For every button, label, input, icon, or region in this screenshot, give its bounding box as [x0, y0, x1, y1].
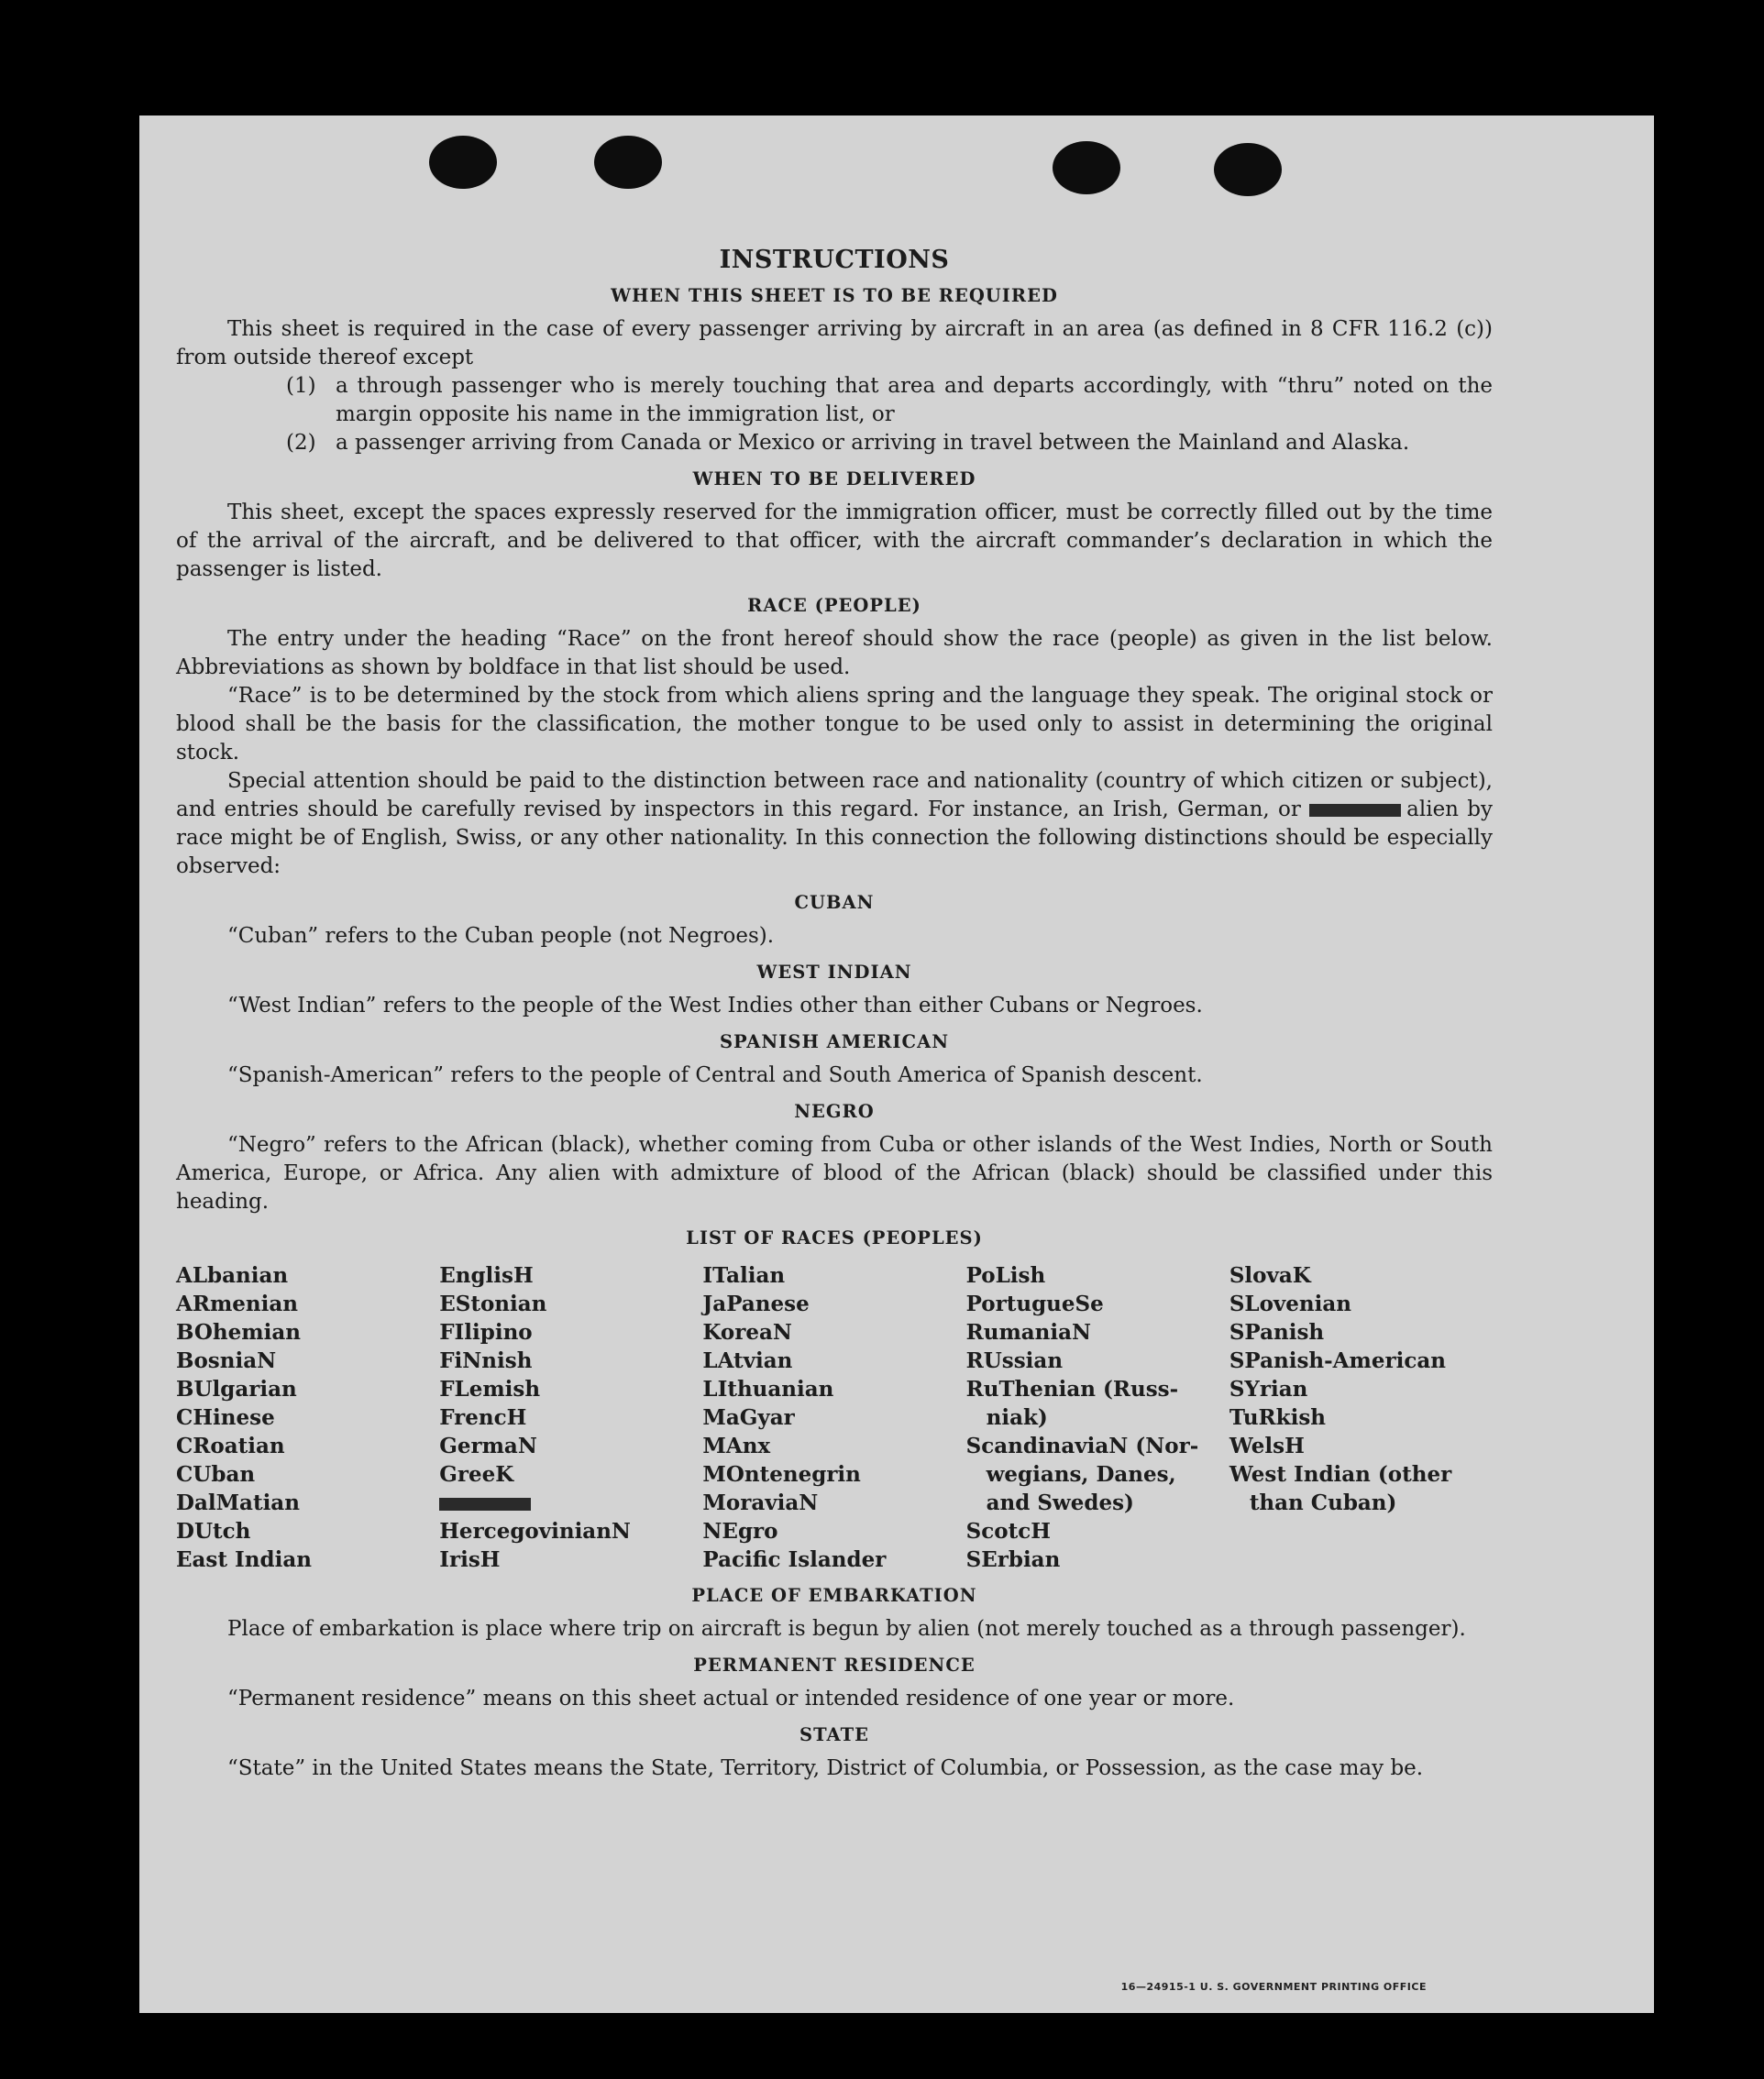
race-entry: SYrian [1229, 1377, 1308, 1402]
race-entry: JaPanese [702, 1292, 810, 1316]
race-entry: GreeK [439, 1462, 514, 1487]
races-column [1229, 1261, 1493, 1574]
section-heading-west-indian: WEST INDIAN [756, 962, 912, 983]
state-text: “State” in the United States means the State, Territory, District of Columbia, or Possession, as the case may be. [227, 1756, 1424, 1780]
race-entry: ScandinaviaN (Nor- [965, 1434, 1199, 1458]
race-entry: ScotcH [965, 1519, 1051, 1544]
race-paragraph-3-part-a: Special attention should be paid to the distinction between race and nationality (country of which citizen or subject), and entries should be carefully revised by inspectors in this regard. For instance, an Irish, German, or [176, 769, 1493, 821]
races-column [176, 1261, 439, 1574]
race-entry: PoLish [965, 1263, 1046, 1288]
race-entry: Pacific Islander [702, 1547, 887, 1572]
race-entry: IrisH [439, 1547, 501, 1572]
race-entry: EnglisH [439, 1263, 534, 1288]
race-entry: FIlipino [439, 1320, 533, 1345]
list-item [176, 372, 1493, 429]
race-entry: TuRkish [1229, 1405, 1326, 1430]
race-entry-continuation: than Cuban) [1249, 1490, 1397, 1515]
section-heading-cuban: CUBAN [794, 892, 875, 913]
race-entry: RuThenian (Russ- [965, 1377, 1179, 1402]
race-entry: MoraviaN [702, 1490, 819, 1515]
section-heading-when-required: WHEN THIS SHEET IS TO BE REQUIRED [611, 285, 1058, 306]
race-entry: RumaniaN [965, 1320, 1092, 1345]
race-entry: EStonian [439, 1292, 547, 1316]
race-paragraph-3-part-b: alien by race might be of English, Swiss, or any other nationality. In this connection the following distinctions should be especially observed: [176, 798, 1493, 878]
list-item [176, 429, 1493, 457]
item-number: (1) [286, 374, 316, 398]
race-entry: ALbanian [176, 1263, 289, 1288]
section-heading-state: STATE [799, 1724, 869, 1745]
race-entry: WelsH [1229, 1434, 1305, 1458]
punch-hole [594, 136, 662, 189]
race-entry: KoreaN [702, 1320, 792, 1345]
punch-hole [1053, 141, 1120, 194]
race-entry: DalMatian [176, 1490, 300, 1515]
section-heading-embarkation: PLACE OF EMBARKATION [691, 1585, 977, 1606]
instructions-document [176, 246, 1493, 1783]
when-required-intro: This sheet is required in the case of every passenger arriving by aircraft in an area (as defined in 8 CFR 116.2 (c)) from outside thereof except [176, 317, 1493, 369]
item-number: (2) [286, 431, 316, 455]
race-entry: MaGyar [702, 1405, 795, 1430]
redaction-mark [439, 1498, 531, 1511]
race-entry: SlovaK [1229, 1263, 1311, 1288]
item-text: a through passenger who is merely touching that area and departs accordingly, with “thru” noted on the margin opposite his name in the immigration list, or [336, 374, 1493, 426]
race-entry: MOntenegrin [702, 1462, 861, 1487]
cuban-text: “Cuban” refers to the Cuban people (not Negroes). [227, 924, 775, 948]
negro-text: “Negro” refers to the African (black), whether coming from Cuba or other islands of the West Indies, North or South America, Europe, or Africa. Any alien with admixture of blood of the African (black) should be classified under this heading. [176, 1133, 1493, 1214]
race-entry-continuation: and Swedes) [986, 1490, 1134, 1515]
race-entry: BosniaN [176, 1348, 277, 1373]
redaction-mark [1309, 804, 1401, 817]
west-indian-text: “West Indian” refers to the people of the West Indies other than either Cubans or Negroes. [227, 994, 1203, 1018]
race-entry: CHinese [176, 1405, 275, 1430]
races-list [176, 1261, 1493, 1574]
races-column [966, 1261, 1229, 1574]
race-entry: FrencH [439, 1405, 527, 1430]
page-title: INSTRUCTIONS [719, 246, 950, 274]
race-entry-continuation: niak) [986, 1405, 1048, 1430]
when-delivered-text: This sheet, except the spaces expressly reserved for the immigration officer, must be correctly filled out by the time of the arrival of the aircraft, and be delivered to that officer, with the aircraft commander’s declaration in which the passenger is listed. [176, 500, 1493, 581]
section-heading-race: RACE (PEOPLE) [747, 595, 921, 616]
race-paragraph-2: “Race” is to be determined by the stock from which aliens spring and the language they speak. The original stock or blood shall be the basis for the classification, the mother tongue to be used only to assist in determining the original stock. [176, 684, 1493, 764]
race-entry: SErbian [965, 1547, 1061, 1572]
spanish-american-text: “Spanish-American” refers to the people of Central and South America of Spanish descent. [227, 1063, 1203, 1087]
section-heading-residence: PERMANENT RESIDENCE [693, 1655, 976, 1676]
race-entry: HercegovinianN [439, 1519, 631, 1544]
race-entry: CRoatian [176, 1434, 285, 1458]
race-entry: BOhemian [176, 1320, 301, 1345]
race-entry: NEgro [702, 1519, 778, 1544]
race-paragraph-3 [176, 767, 1493, 881]
races-column [439, 1261, 702, 1574]
race-entry: FiNnish [439, 1348, 533, 1373]
section-heading-negro: NEGRO [794, 1101, 875, 1122]
race-entry: ITalian [702, 1263, 786, 1288]
race-entry: PortugueSe [965, 1292, 1104, 1316]
race-entry: RUssian [965, 1348, 1064, 1373]
race-entry: BUlgarian [176, 1377, 297, 1402]
race-entry: SLovenian [1229, 1292, 1352, 1316]
race-entry: SPanish [1229, 1320, 1325, 1345]
printer-imprint: 16—24915-1 U. S. GOVERNMENT PRINTING OFFICE [1120, 1981, 1427, 1993]
race-entry-continuation: wegians, Danes, [986, 1462, 1176, 1487]
punch-hole [1214, 143, 1282, 196]
race-entry: CUban [176, 1462, 256, 1487]
race-entry: LIthuanian [702, 1377, 834, 1402]
race-entry: SPanish-American [1229, 1348, 1446, 1373]
race-entry: ARmenian [176, 1292, 299, 1316]
race-paragraph-1: The entry under the heading “Race” on the front hereof should show the race (people) as given in the list below. Abbreviations as shown by boldface in that list should be used. [176, 627, 1493, 679]
races-column [702, 1261, 965, 1574]
section-heading-spanish-american: SPANISH AMERICAN [719, 1031, 950, 1052]
residence-text: “Permanent residence” means on this sheet actual or intended residence of one year or more. [227, 1687, 1235, 1710]
race-entry: GermaN [439, 1434, 537, 1458]
section-heading-races-list: LIST OF RACES (PEOPLES) [686, 1227, 983, 1248]
punch-hole [429, 136, 497, 189]
race-entry: MAnx [702, 1434, 771, 1458]
embarkation-text: Place of embarkation is place where trip on aircraft is begun by alien (not merely touched as a through passenger). [227, 1617, 1466, 1641]
item-text: a passenger arriving from Canada or Mexico or arriving in travel between the Mainland and Alaska. [336, 431, 1410, 455]
section-heading-when-delivered: WHEN TO BE DELIVERED [692, 468, 976, 490]
race-entry: DUtch [176, 1519, 251, 1544]
race-entry: East Indian [176, 1547, 312, 1572]
race-entry: West Indian (other [1229, 1462, 1452, 1487]
race-entry-redacted [439, 1489, 702, 1517]
race-entry: FLemish [439, 1377, 541, 1402]
document-page [139, 116, 1654, 2013]
race-entry: LAtvian [702, 1348, 793, 1373]
